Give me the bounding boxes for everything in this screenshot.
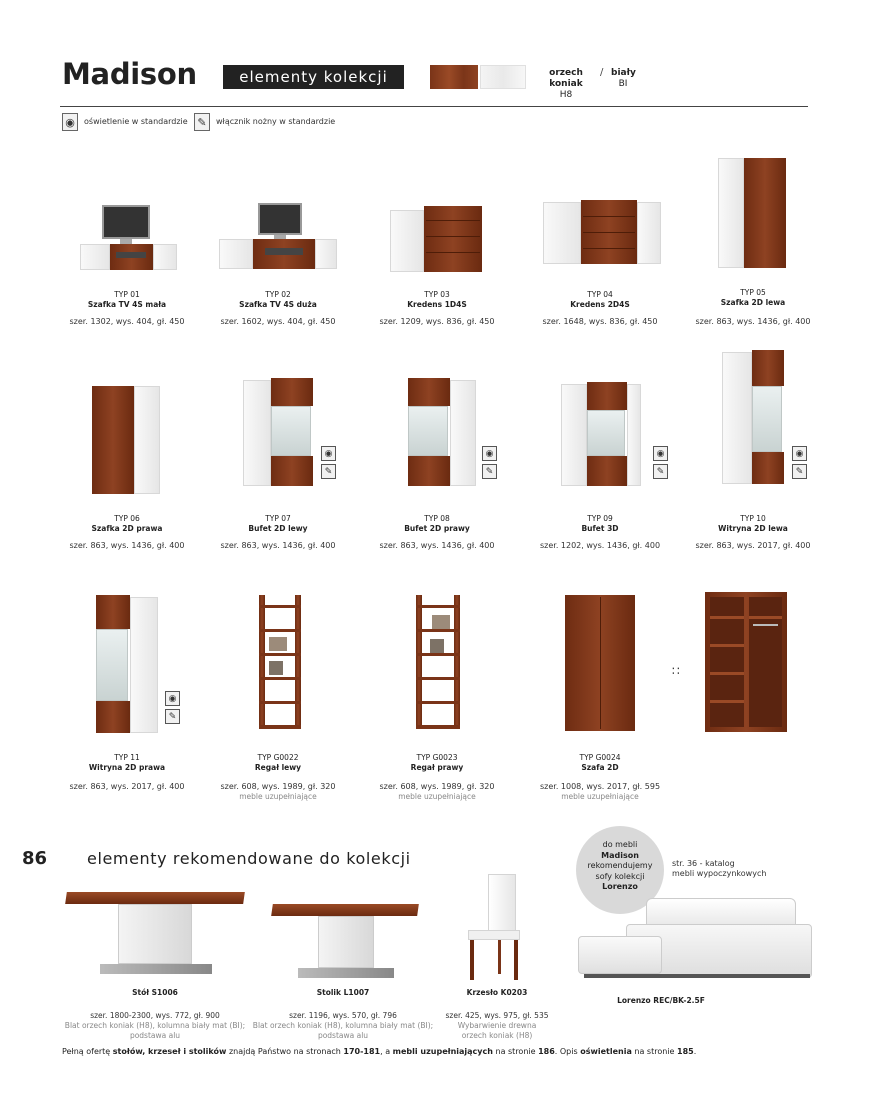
recommended-title: elementy rekomendowane do kolekcji (87, 849, 411, 868)
product-typ-g0022[interactable] (203, 595, 353, 815)
product-typ-11[interactable] (52, 595, 202, 815)
product-image (525, 160, 675, 290)
product-type: TYP G0024 (579, 753, 621, 762)
finish-code: BI (618, 79, 628, 89)
product-typ-10[interactable] (678, 350, 828, 570)
footer-bold: oświetlenia (580, 1047, 632, 1056)
product-image (678, 150, 828, 280)
header-divider (60, 106, 808, 107)
footer-note (62, 1047, 696, 1056)
product-image (203, 160, 353, 290)
product-name: Regał prawy (410, 763, 464, 772)
product-type: TYP 07 (265, 514, 291, 523)
item-description: podstawa alu (317, 1031, 369, 1040)
finish-walnut (534, 68, 598, 101)
footer-bold: 186 (538, 1047, 555, 1056)
product-type: TYP G0023 (416, 753, 458, 762)
product-type: TYP 06 (114, 514, 140, 523)
lamp-icon: ◉ (482, 446, 497, 461)
product-type: TYP 04 (587, 290, 613, 299)
wardrobe-interior-image (705, 592, 787, 734)
catalog-note-line: mebli wypoczynkowych (672, 869, 767, 878)
item-name: Stół S1006 (132, 988, 178, 997)
product-dimensions: szer. 1209, wys. 836, gł. 450 (379, 317, 495, 326)
product-typ-g0024[interactable] (525, 595, 675, 815)
product-image (362, 595, 512, 735)
product-typ-06[interactable] (52, 378, 202, 598)
lamp-icon: ◉ (165, 691, 180, 706)
item-dimensions: szer. 1800-2300, wys. 772, gł. 900 (90, 1011, 220, 1020)
product-name: Szafka 2D prawa (91, 524, 163, 533)
item-description: orzech koniak (H8) (461, 1031, 533, 1040)
footer-text: . Opis (554, 1047, 581, 1056)
finish-white (611, 68, 635, 90)
product-image (203, 595, 353, 735)
product-type: TYP 05 (740, 288, 766, 297)
item-name: Lorenzo REC/BK-2.5F (617, 996, 705, 1005)
footer-bold: 170-181 (343, 1047, 381, 1056)
page-number: 86 (22, 848, 48, 869)
product-dimensions: szer. 608, wys. 1989, gł. 320 (379, 782, 495, 791)
product-name: Szafka TV 4S mała (87, 300, 167, 309)
product-name: Szafka 2D lewa (720, 298, 786, 307)
product-dimensions: szer. 863, wys. 2017, gł. 400 (69, 782, 185, 791)
lamp-icon: ◉ (792, 446, 807, 461)
circle-brand: Madison (601, 850, 639, 860)
product-type: TYP G0022 (257, 753, 299, 762)
footer-bold: stołów, krzeseł i stolików (112, 1047, 227, 1056)
footer-bold: mebli uzupełniających (392, 1047, 493, 1056)
product-typ-02[interactable] (203, 160, 353, 380)
product-image (52, 378, 202, 508)
foot-switch-icon: ✎ (321, 464, 336, 479)
footer-text: na stronie (492, 1047, 539, 1056)
product-image (362, 378, 512, 508)
item-name: Stolik L1007 (316, 988, 370, 997)
product-image (525, 595, 675, 735)
sofa-image (576, 890, 816, 990)
finish-code: H8 (559, 90, 573, 100)
footer-text: Pełną ofertę (62, 1047, 113, 1056)
foot-switch-icon: ✎ (792, 464, 807, 479)
product-dimensions: szer. 863, wys. 1436, gł. 400 (69, 541, 185, 550)
product-image (362, 160, 512, 290)
circle-text: sofy kolekcji (595, 871, 645, 881)
product-typ-09[interactable] (525, 378, 675, 598)
product-type: TYP 01 (114, 290, 140, 299)
product-image (52, 160, 202, 290)
product-dimensions: szer. 1302, wys. 404, gł. 450 (69, 317, 185, 326)
footer-text: na stronie (631, 1047, 677, 1056)
product-name: Witryna 2D prawa (88, 763, 166, 772)
finish-separator: / (600, 67, 604, 78)
white-swatch (480, 65, 526, 89)
item-description: Blat orzech koniak (H8), kolumna biały mat (BI); (252, 1021, 434, 1030)
product-name: Szafa 2D (581, 763, 619, 772)
lamp-icon: ◉ (653, 446, 668, 461)
product-note: meble uzupełniające (398, 792, 476, 801)
product-dimensions: szer. 1008, wys. 2017, gł. 595 (539, 782, 661, 791)
product-dimensions: szer. 863, wys. 1436, gł. 400 (220, 541, 336, 550)
product-name: Kredens 1D4S (407, 300, 467, 309)
finish-name: biały (611, 68, 636, 78)
finish-name: orzech koniak (549, 68, 583, 89)
product-typ-01[interactable] (52, 160, 202, 380)
product-name: Szafka TV 4S duża (239, 300, 317, 309)
product-type: TYP 03 (424, 290, 450, 299)
product-note: meble uzupełniające (239, 792, 317, 801)
item-description: Wybarwienie drewna (457, 1021, 537, 1030)
lamp-icon: ◉ (62, 113, 78, 131)
product-type: TYP 08 (424, 514, 450, 523)
table-image (66, 892, 246, 980)
footer-text: , a (380, 1047, 393, 1056)
recommended-item-chair[interactable] (432, 988, 562, 1041)
product-dimensions: szer. 1202, wys. 1436, gł. 400 (539, 541, 661, 550)
product-type: TYP 11 (114, 753, 140, 762)
product-name: Regał lewy (254, 763, 302, 772)
product-typ-08[interactable] (362, 378, 512, 598)
legend-lighting: oświetlenie w standardzie (84, 117, 188, 126)
product-dimensions: szer. 1602, wys. 404, gł. 450 (220, 317, 336, 326)
lamp-icon: ◉ (321, 446, 336, 461)
circle-collection: Lorenzo (602, 882, 638, 891)
recommended-item-table[interactable] (60, 988, 250, 1041)
walnut-swatch (430, 65, 478, 89)
recommended-item-coffee-table[interactable] (248, 988, 438, 1041)
footer-text: znajdą Państwo na stronach (226, 1047, 344, 1056)
footer-bold: 185 (677, 1047, 694, 1056)
product-type: TYP 09 (587, 514, 613, 523)
collection-subtitle: elementy kolekcji (223, 65, 404, 89)
product-typ-07[interactable] (203, 378, 353, 598)
product-typ-g0023[interactable] (362, 595, 512, 815)
product-name: Bufet 2D prawy (404, 524, 470, 533)
product-dimensions: szer. 1648, wys. 836, gł. 450 (542, 317, 658, 326)
item-dimensions: szer. 425, wys. 975, gł. 535 (445, 1011, 549, 1020)
circle-text: do mebli (602, 840, 638, 849)
item-name: Krzesło K0203 (466, 988, 528, 997)
product-name: Bufet 2D lewy (248, 524, 308, 533)
foot-switch-icon: ✎ (482, 464, 497, 479)
item-description: podstawa alu (129, 1031, 181, 1040)
page-title: Madison (62, 57, 197, 91)
legend-foot-switch: włącznik nożny w standardzie (216, 117, 336, 126)
product-name: Kredens 2D4S (570, 300, 630, 309)
catalog-note-line: str. 36 - katalog (672, 859, 735, 868)
product-typ-04[interactable] (525, 160, 675, 380)
item-description: Blat orzech koniak (H8), kolumna biały mat (BI); (64, 1021, 246, 1030)
chair-image (462, 874, 528, 982)
product-name: Bufet 3D (581, 524, 619, 533)
coffee-table-image (272, 904, 422, 984)
product-type: TYP 02 (265, 290, 291, 299)
product-typ-05[interactable] (678, 150, 828, 370)
foot-switch-icon: ✎ (194, 113, 210, 131)
footer-text: . (693, 1047, 697, 1056)
product-name: Witryna 2D lewa (718, 524, 788, 533)
catalog-note (672, 859, 766, 879)
product-image (525, 378, 675, 508)
product-type: TYP 10 (740, 514, 766, 523)
circle-text: rekomendujemy (587, 861, 653, 870)
product-image (203, 378, 353, 508)
item-dimensions: szer. 1196, wys. 570, gł. 796 (289, 1011, 397, 1020)
product-note: meble uzupełniające (561, 792, 639, 801)
product-dimensions: szer. 863, wys. 1436, gł. 400 (695, 317, 811, 326)
product-dimensions: szer. 608, wys. 1989, gł. 320 (220, 782, 336, 791)
product-dimensions: szer. 863, wys. 1436, gł. 400 (379, 541, 495, 550)
product-dimensions: szer. 863, wys. 2017, gł. 400 (695, 541, 811, 550)
recommended-item-sofa[interactable] (596, 996, 726, 1019)
foot-switch-icon: ✎ (165, 709, 180, 724)
foot-switch-icon: ✎ (653, 464, 668, 479)
arrow-icon: ∷ (672, 664, 680, 678)
product-typ-03[interactable] (362, 160, 512, 380)
